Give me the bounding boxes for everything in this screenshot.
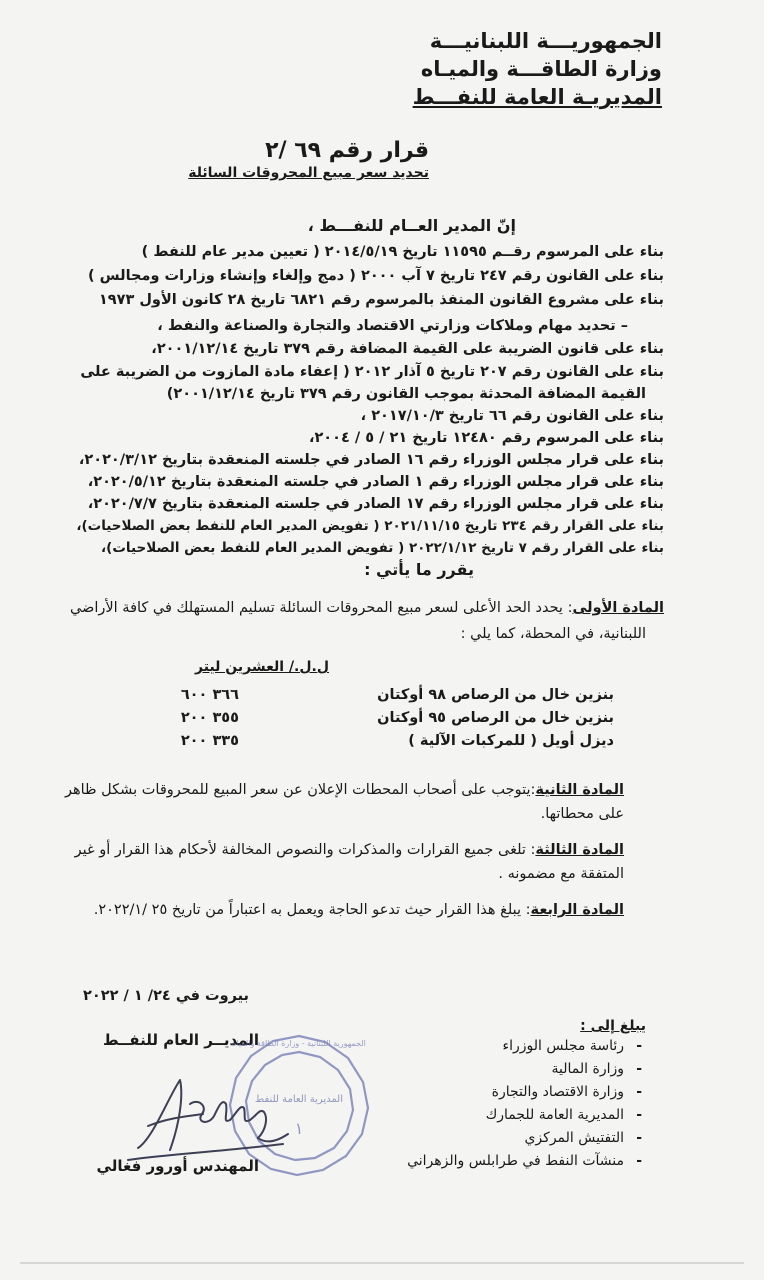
distribution-item-label: منشآت النفط في طرابلس والزهراني	[407, 1153, 624, 1169]
distribution-item-label: المديرية العامة للجمارك	[485, 1107, 624, 1123]
article-4-line-1	[94, 902, 624, 918]
price-product: بنزين خال من الرصاص ٩٥ أوكتان	[377, 710, 614, 726]
article-1-label: المادة الأولى	[572, 600, 664, 616]
preamble-line: بناء على القانون رقم ٦٦ تاريخ ٢٠١٧/١٠/٣ ،	[360, 408, 664, 424]
distribution-item-label: وزارة المالية	[551, 1061, 624, 1077]
decision-title: قرار رقم ٦٩ /٢	[265, 138, 429, 163]
article-3-text: : تلغى جميع القرارات والمذكرات والنصوص المخالفة لأحكام هذا القرار أو غير	[74, 842, 536, 858]
article-3-label: المادة الثالثة	[535, 842, 624, 858]
article-2-line-2: على محطاتها.	[540, 806, 624, 822]
place-date: بيروت في ٢٤/ ١ / ٢٠٢٢	[83, 988, 249, 1004]
distribution-item-label: التفتيش المركزي	[524, 1130, 624, 1146]
decides-heading: يقرر ما يأتي :	[364, 560, 474, 579]
bullet-dash-icon: -	[636, 1153, 642, 1169]
distribution-item	[485, 1107, 642, 1123]
article-2-line-1	[65, 782, 624, 798]
distribution-item	[502, 1038, 642, 1054]
price-product: بنزين خال من الرصاص ٩٨ أوكتان	[377, 687, 614, 703]
preamble-line: بناء على قرار مجلس الوزراء رقم ١٧ الصادر في جلسته المنعقدة بتاريخ ٢٠٢٠/٧/٧،	[87, 496, 664, 512]
bullet-dash-icon: -	[636, 1038, 642, 1054]
preamble-line: بناء على المرسوم رقم ١٢٤٨٠ تاريخ ٢١ / ٥ / ٢٠٠٤،	[308, 430, 664, 446]
preamble-line: بناء على القرار رقم ٧ تاريخ ٢٠٢٢/١/١٢ ( تفويض المدير العام للنفط بعض الصلاحيات)،	[101, 540, 664, 556]
article-4-label: المادة الرابعة	[530, 902, 624, 918]
preamble-line: بناء على القرار رقم ٢٣٤ تاريخ ٢٠٢١/١١/١٥ ( تفويض المدير العام للنفط بعض الصلاحيات)،	[76, 518, 664, 534]
preamble-opening: إنّ المدير العــام للنفـــط ،	[307, 216, 516, 235]
preamble-line: بناء على القانون رقم ٢٤٧ تاريخ ٧ آب ٢٠٠٠ ( دمج وإلغاء وإنشاء وزارات ومجالس )	[87, 268, 664, 284]
distribution-item	[524, 1130, 642, 1146]
price-product: ديزل أويل ( للمركبات الآلية )	[408, 733, 614, 749]
preamble-line: بناء على قانون الضريبة على القيمة المضافة رقم ٣٧٩ تاريخ ٢٠٠١/١٢/١٤،	[151, 341, 664, 357]
distribution-item-label: رئاسة مجلس الوزراء	[502, 1038, 624, 1054]
distribution-item	[407, 1153, 642, 1169]
article-1-line-2: اللبنانية، في المحطة، كما يلي :	[460, 626, 646, 642]
signature-graphic	[118, 1068, 298, 1168]
bullet-dash-icon: -	[636, 1084, 642, 1100]
article-1-text: : يحدد الحد الأعلى لسعر مبيع المحروقات السائلة تسليم المستهلك في كافة الأراضي	[69, 600, 573, 616]
stamp-ring-text: الجمهورية اللبنانية - وزارة الطاقة والمياه	[232, 1039, 366, 1048]
signatory-name: المهندس أورور فغالي	[96, 1157, 259, 1175]
bullet-dash-icon: -	[636, 1107, 642, 1123]
signatory-title: المديــر العام للنفــط	[102, 1031, 259, 1049]
distribution-item	[551, 1061, 642, 1077]
preamble-line: بناء على قرار مجلس الوزراء رقم ١ الصادر في جلسته المنعقدة بتاريخ ٢٠٢٠/٥/١٢،	[87, 474, 664, 490]
article-3-line-1	[75, 842, 624, 858]
directorate-heading: المديريـة العامة للنفـــط	[412, 85, 662, 109]
preamble-line: القيمة المضافة المحدثة بموجب القانون رقم ٣٧٩ تاريخ ٢٠٠١/١٢/١٤)	[166, 386, 646, 402]
article-2-label: المادة الثانية	[535, 782, 624, 798]
decision-subject: تحديد سعر مبيع المحروقات السائلة	[188, 165, 429, 181]
preamble-line: بناء على المرسوم رقــم ١١٥٩٥ تاريخ ٢٠١٤/٥/١٩ ( تعيين مدير عام للنفط )	[141, 244, 664, 260]
article-1-line-1	[70, 600, 664, 616]
distribution-label: يبلغ إلى :	[580, 1018, 646, 1034]
republic-heading: الجمهوريـــة اللبنانيـــة	[429, 29, 662, 53]
article-3-line-2: المتفقة مع مضمونه .	[498, 866, 624, 882]
ministry-heading: وزارة الطاقـــة والميـاه	[420, 57, 662, 81]
price-value: ٣٥٥ ٢٠٠	[180, 710, 239, 726]
preamble-line: بناء على قرار مجلس الوزراء رقم ١٦ الصادر في جلسته المنعقدة بتاريخ ٢٠٢٠/٣/١٢،	[78, 452, 664, 468]
preamble-line: – تحديد مهام وملاكات وزارتي الاقتصاد والتجارة والصناعة والنفط ،	[157, 318, 628, 334]
bullet-dash-icon: -	[636, 1061, 642, 1077]
preamble-line: بناء على القانون رقم ٢٠٧ تاريخ ٥ آذار ٢٠١٢ ( إعفاء مادة المازوت من الضريبة على	[80, 364, 664, 380]
article-2-text: :يتوجب على أصحاب المحطات الإعلان عن سعر المبيع للمحروقات بشكل ظاهر	[64, 782, 536, 798]
distribution-item	[491, 1084, 642, 1100]
stamp-center-text: المديرية العامة للنفط	[255, 1094, 343, 1105]
preamble-line: بناء على مشروع القانون المنفذ بالمرسوم رقم ٦٨٢١ تاريخ ٢٨ كانون الأول ١٩٧٣	[98, 292, 664, 308]
stamp-number: ١	[294, 1119, 304, 1138]
price-unit-header: ل.ل./ العشرين ليتر	[195, 659, 329, 675]
bullet-dash-icon: -	[636, 1130, 642, 1146]
price-value: ٣٦٦ ٦٠٠	[180, 687, 239, 703]
handwritten-signature	[118, 1068, 298, 1168]
scan-edge-line	[20, 1262, 744, 1264]
article-4-text: : يبلغ هذا القرار حيث تدعو الحاجة ويعمل به اعتباراً من تاريخ ٢٥ /٢٠٢٢/١.	[93, 902, 531, 918]
price-value: ٣٣٥ ٢٠٠	[180, 733, 239, 749]
distribution-item-label: وزارة الاقتصاد والتجارة	[491, 1084, 624, 1100]
